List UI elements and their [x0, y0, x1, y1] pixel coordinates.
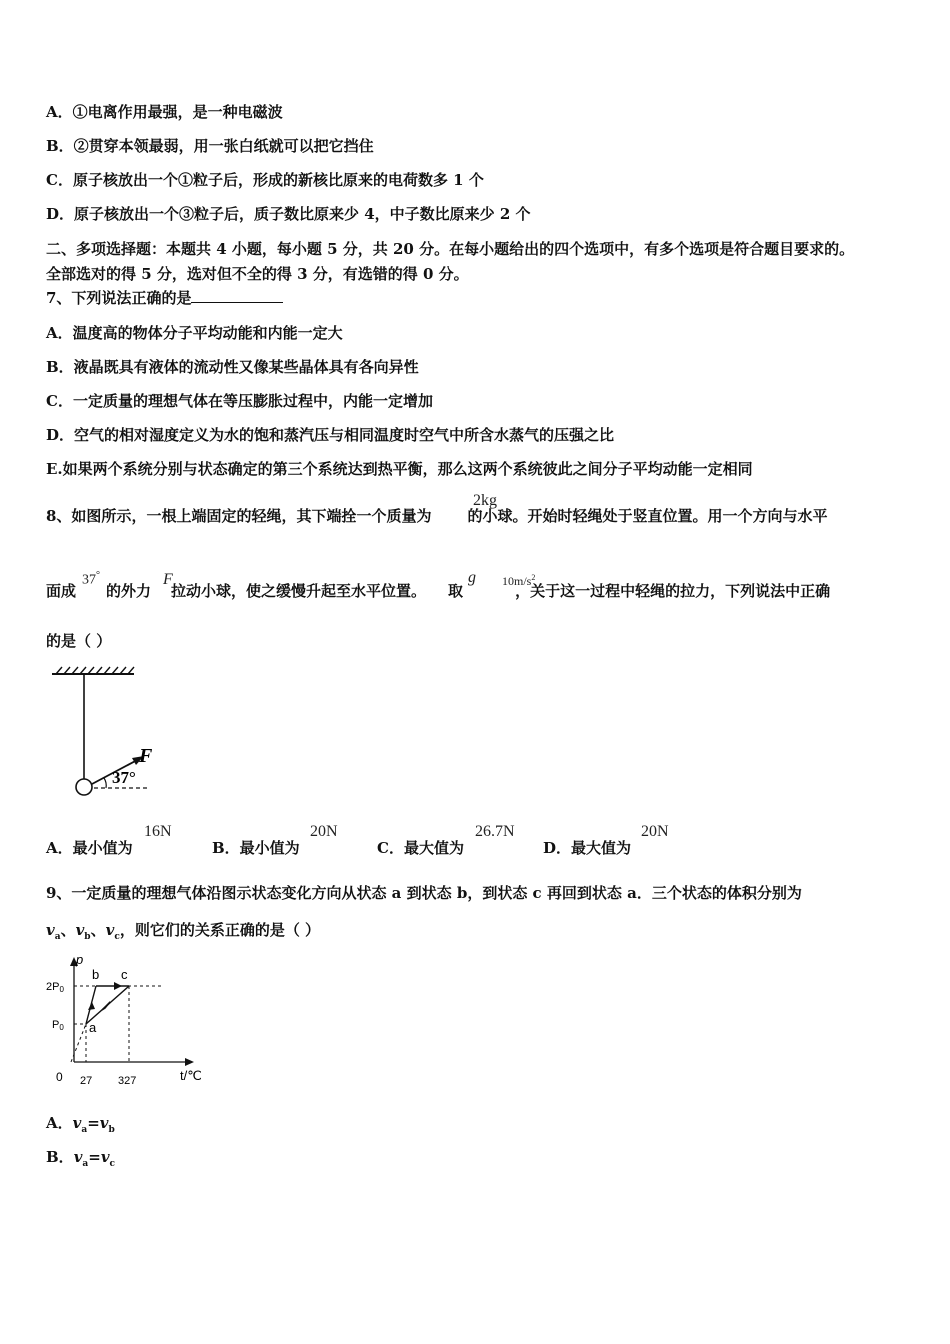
section2-instructions-line1: 二、多项选择题：本题共 4 小题，每小题 5 分，共 20 分。在每小题给出的四个选项中，有多个选项是符合题目要求的。 — [46, 240, 855, 258]
q9-b-sub2: c — [109, 1159, 116, 1169]
t1-label: 27 — [80, 1075, 93, 1087]
vb-sub: b — [84, 932, 91, 942]
q8-text-2a: 面成 — [46, 582, 77, 600]
q6-option-c: C．原子核放出一个①粒子后，形成的新核比原来的电荷数多 1 个 — [46, 171, 484, 189]
q8-g-exponent: 2 — [531, 573, 536, 582]
2p0-p: 2P — [46, 981, 60, 993]
q8-option-d-value: 20N — [641, 823, 669, 840]
q7-option-c: C．一定质量的理想气体在等压膨胀过程中，内能一定增加 — [46, 392, 433, 410]
q8-text-1a: 8、如图所示，一根上端固定的轻绳，其下端拴一个质量为 — [46, 507, 432, 525]
q8-mass: 2kg — [473, 492, 497, 509]
q9-option-a-prefix: A． — [46, 1114, 73, 1132]
q8-option-a-value: 16N — [144, 823, 172, 840]
q7-option-b: B．液晶既具有液体的流动性又像某些晶体具有各向异性 — [46, 358, 419, 376]
q9-line2 — [46, 920, 320, 947]
ceiling-hatch — [56, 667, 134, 674]
q6-option-d: D．原子核放出一个③粒子后，质子数比原来少 4，中子数比原来少 2 个 — [46, 205, 531, 223]
state-c-label: c — [121, 967, 128, 982]
va-v: v — [46, 921, 55, 939]
q8-angle-deg: ° — [96, 570, 100, 581]
q8-option-d — [543, 837, 631, 858]
q8-line1 — [46, 506, 827, 526]
q9-line2-text: ，则它们的关系正确的是（ ） — [119, 921, 321, 939]
q9-option-b-prefix: B． — [46, 1148, 74, 1166]
q8-option-d-label: D．最大值为 — [543, 839, 632, 857]
q8-option-b — [212, 837, 300, 858]
vc-v: v — [105, 921, 115, 939]
q6-option-a: A．①电离作用最强，是一种电磁波 — [46, 103, 283, 121]
origin-label: 0 — [56, 1070, 63, 1084]
q9-a-v2: v — [99, 1114, 109, 1132]
vc-sub: c — [114, 932, 120, 942]
sep-2: 、 — [90, 921, 106, 939]
q8-text-2b: 的外力 — [106, 582, 152, 600]
q8-option-a-label: A．最小值为 — [46, 839, 133, 857]
sep-1: 、 — [60, 921, 76, 939]
arrow-bc-icon — [114, 982, 122, 990]
q8-text-2c: 拉动小球，使之缓慢升起至水平位置。 — [171, 582, 427, 600]
figure-force-label: F — [139, 745, 153, 767]
q8-option-c-label: C．最大值为 — [377, 839, 464, 857]
q8-option-c — [377, 837, 464, 858]
angle-arc — [104, 778, 106, 788]
arrow-ab-icon — [88, 1002, 95, 1010]
q9-line1: 9、一定质量的理想气体沿图示状态变化方向从状态 a 到状态 b，到状态 c 再回到状态 a．三个状态的体积分别为 — [46, 884, 802, 902]
q7-option-a: A．温度高的物体分子平均动能和内能一定大 — [46, 324, 343, 342]
p0-p: P — [52, 1019, 60, 1031]
arrow-ca-icon — [102, 1002, 110, 1010]
q9-a-eq: = — [87, 1114, 100, 1132]
q8-option-c-value: 26.7N — [475, 823, 515, 840]
t2-label: 327 — [118, 1075, 137, 1087]
q9-pt-graph — [44, 950, 214, 1090]
q7-option-d: D．空气的相对湿度定义为水的饱和蒸汽压与相同温度时空气中所含水蒸气的压强之比 — [46, 426, 615, 444]
q8-text-2e: ，关于这一过程中轻绳的拉力，下列说法中正确 — [515, 582, 831, 600]
q9-b-sub1: a — [82, 1159, 89, 1169]
p0-label — [52, 1019, 64, 1032]
q7-option-e: E.如果两个系统分别与状态确定的第三个系统达到热平衡，那么这两个系统彼此之间分子平均动能一定相同 — [46, 460, 753, 478]
q7-stem-text: 7、下列说法正确的是 — [46, 289, 192, 307]
q8-g-unit: 10m/s — [502, 574, 532, 588]
q8-option-b-value: 20N — [310, 823, 338, 840]
q9-b-v2: v — [100, 1148, 110, 1166]
q8-text-2d: 取 — [448, 582, 464, 600]
q8-force-symbol: F — [163, 571, 173, 588]
q9-option-b — [46, 1147, 115, 1174]
q9-a-sub2: b — [108, 1125, 115, 1135]
p-axis-label: p — [76, 952, 84, 967]
figure-angle-label: 37° — [112, 768, 136, 787]
q8-option-a — [46, 837, 133, 858]
section2-instructions-line2: 全部选对的得 5 分，选对但不全的得 3 分，有选错的得 0 分。 — [46, 265, 469, 283]
answer-blank — [191, 288, 283, 303]
q6-option-b: B．②贯穿本领最弱，用一张白纸就可以把它挡住 — [46, 137, 374, 155]
q8-angle — [82, 570, 100, 589]
extrapolation-dash — [71, 1024, 86, 1062]
q7-stem — [46, 288, 283, 308]
state-a-label: a — [89, 1020, 97, 1035]
ball — [76, 779, 92, 795]
2p0-sub: 0 — [59, 985, 64, 994]
t-axis-label: t/℃ — [180, 1068, 202, 1083]
q9-a-sub1: a — [81, 1125, 88, 1135]
q8-g-value — [502, 573, 535, 589]
state-b-label: b — [92, 967, 100, 982]
q8-angle-value: 37 — [82, 572, 96, 588]
va-sub: a — [54, 932, 61, 942]
p0-sub: 0 — [59, 1023, 64, 1032]
q8-pendulum-figure — [46, 664, 166, 804]
q9-option-a — [46, 1113, 115, 1140]
q8-option-b-label: B．最小值为 — [212, 839, 300, 857]
q9-b-v1: v — [73, 1148, 83, 1166]
q9-b-eq: = — [88, 1148, 101, 1166]
q8-g-symbol: g — [468, 569, 476, 586]
q8-text-1b: 的小球。开始时轻绳处于竖直位置。用一个方向与水平 — [467, 507, 828, 525]
q8-line3: 的是（ ） — [46, 632, 112, 650]
2p0-label — [46, 981, 64, 994]
t-axis-arrow-icon — [185, 1058, 194, 1066]
vb-v: v — [75, 921, 85, 939]
q9-a-v1: v — [72, 1114, 82, 1132]
